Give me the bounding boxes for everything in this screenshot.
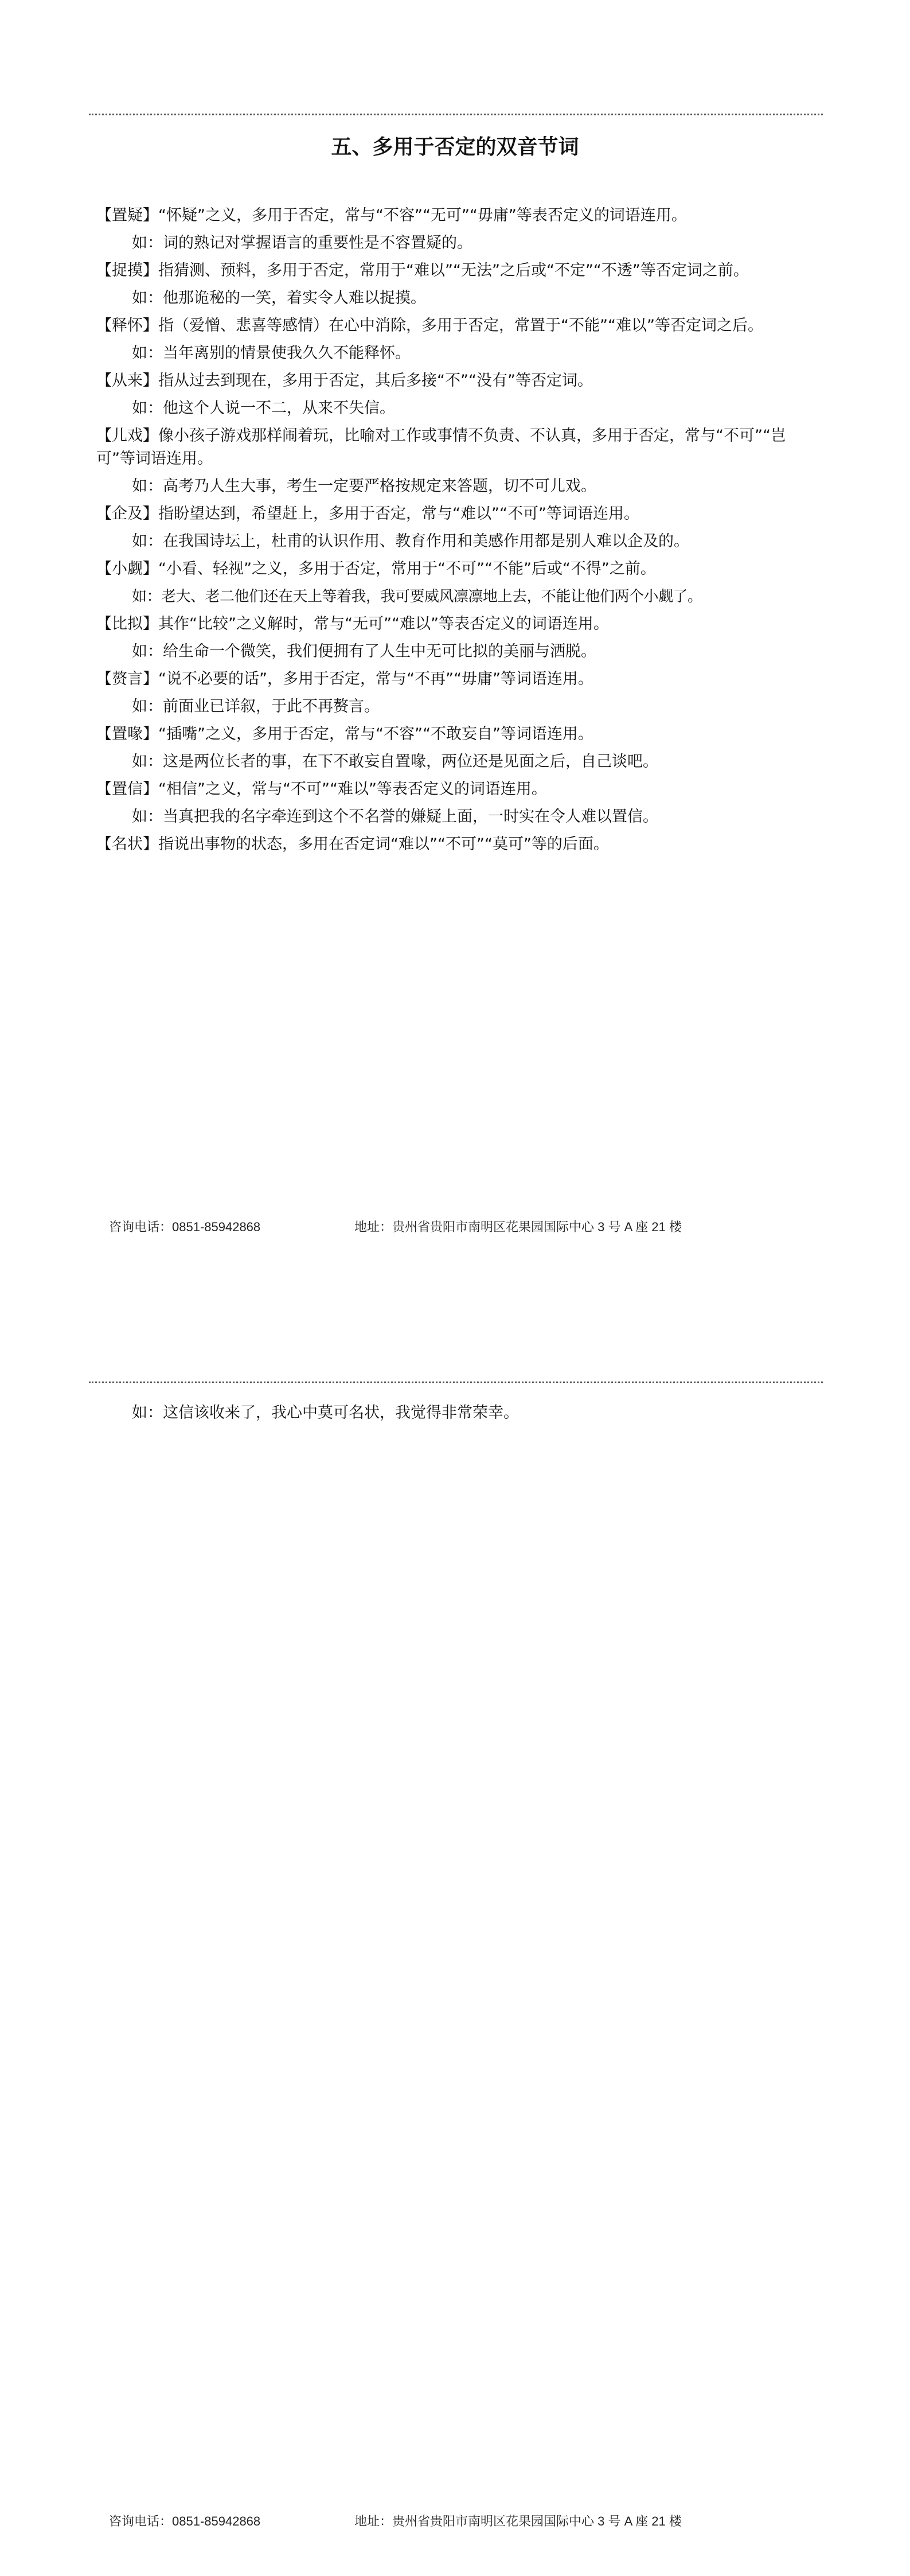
entry-def-text: “相信”之义，常与“不可”“难以”等表否定义的词语连用。 — [158, 780, 547, 798]
entry-zhuomo — [96, 259, 823, 309]
entry-zhuiyan — [96, 668, 823, 717]
entry-definition — [96, 503, 823, 526]
entry-example: 如：前面业已详叙，于此不再赘言。 — [132, 698, 380, 715]
entry-def-text: “小看、轻视”之义，多用于否定，常用于“不可”“不能”后或“不得”之前。 — [158, 560, 656, 578]
entry-mingzhuang — [96, 833, 823, 856]
entry-def-text: “说不必要的话”，多用于否定，常与“不再”“毋庸”等词语连用。 — [158, 670, 593, 688]
entry-definition — [96, 314, 823, 337]
entry-list — [96, 199, 823, 856]
entry-def-text: “插嘴”之义，多用于否定，常与“不容”“不敢妄自”等词语连用。 — [158, 725, 593, 743]
entry-term: 【小觑】 — [96, 560, 158, 578]
entry-example: 如：在我国诗坛上，杜甫的认识作用、教育作用和美感作用都是别人难以企及的。 — [132, 532, 689, 550]
page2-example: 如：这信该收来了，我心中莫可名状，我觉得非常荣幸。 — [132, 1404, 519, 1422]
entry-bini — [96, 613, 823, 662]
footer-address: 地址：贵州省贵阳市南明区花果园国际中心 3 号 A 座 21 楼 — [354, 2514, 682, 2528]
section-title: 五、多用于否定的双音节词 — [331, 135, 579, 159]
entry-term: 【捉摸】 — [96, 262, 158, 279]
entry-qiji — [96, 503, 823, 552]
entry-shihuai — [96, 314, 823, 364]
entry-def-text: 指盼望达到，希望赶上，多用于否定，常与“难以”“不可”等词语连用。 — [158, 505, 639, 523]
entry-def-text: 指（爱憎、悲喜等感情）在心中消除，多用于否定，常置于“不能”“难以”等否定词之后。 — [158, 317, 763, 334]
entry-term: 【从来】 — [96, 372, 158, 390]
entry-erxi — [96, 425, 823, 497]
entry-definition — [96, 833, 823, 856]
entry-example: 如：当真把我的名字牵连到这个不名誉的嫌疑上面，一时实在令人难以置信。 — [132, 808, 658, 826]
entry-zhixin — [96, 778, 823, 827]
entry-example: 如：他这个人说一不二，从来不失信。 — [132, 399, 395, 417]
entry-definition — [96, 668, 823, 691]
entry-example: 如：当年离别的情景使我久久不能释怀。 — [132, 344, 411, 362]
entry-example: 如：他那诡秘的一笑，着实令人难以捉摸。 — [132, 289, 426, 307]
entry-def-text: 指猜测、预料，多用于否定，常用于“难以”“无法”之后或“不定”“不透”等否定词之前。 — [158, 262, 749, 279]
entry-definition — [96, 204, 823, 227]
entry-definition — [96, 425, 823, 470]
entry-term: 【名状】 — [96, 835, 158, 853]
entry-term: 【赘言】 — [96, 670, 158, 688]
entry-example: 如：这是两位长者的事，在下不敢妄自置喙，两位还是见面之后，自己谈吧。 — [132, 753, 658, 771]
entry-def-text: 指说出事物的状态，多用在否定词“难以”“不可”“莫可”等的后面。 — [158, 835, 609, 853]
footer-address: 地址：贵州省贵阳市南明区花果园国际中心 3 号 A 座 21 楼 — [354, 1220, 682, 1234]
entry-term: 【置信】 — [96, 780, 158, 798]
entry-term: 【儿戏】 — [96, 427, 158, 445]
entry-example: 如：高考乃人生大事，考生一定要严格按规定来答题，切不可儿戏。 — [132, 477, 596, 495]
entry-zhihui — [96, 723, 823, 772]
entry-term: 【置喙】 — [96, 725, 158, 743]
entry-term: 【释怀】 — [96, 317, 158, 334]
entry-definition — [96, 259, 823, 282]
footer-phone: 咨询电话：0851-85942868 — [109, 1220, 261, 1234]
footer-phone: 咨询电话：0851-85942868 — [109, 2514, 261, 2528]
entry-conglai — [96, 369, 823, 419]
entry-definition — [96, 723, 823, 746]
entry-term: 【置疑】 — [96, 207, 158, 224]
entry-xiaoqu — [96, 558, 823, 607]
page2-top-dotted-rule — [89, 1382, 823, 1383]
entry-definition — [96, 369, 823, 392]
entry-term: 【企及】 — [96, 505, 158, 523]
entry-example: 如：给生命一个微笑，我们便拥有了人生中无可比拟的美丽与洒脱。 — [132, 643, 596, 660]
entry-example: 如：老大、老二他们还在天上等着我，我可要威风凛凛地上去，不能让他们两个小觑了。 — [132, 588, 702, 605]
entry-definition — [96, 778, 823, 801]
entry-def-text: 其作“比较”之义解时，常与“无可”“难以”等表否定义的词语连用。 — [158, 615, 609, 633]
entry-definition — [96, 613, 823, 636]
entry-zhiyi — [96, 204, 823, 254]
entry-example: 如：词的熟记对掌握语言的重要性是不容置疑的。 — [132, 234, 472, 252]
entry-def-text: 像小孩子游戏那样闹着玩，比喻对工作或事情不负责、不认真，多用于否定，常与“不可”“岂可”等词语连用。 — [96, 427, 786, 468]
entry-def-text: “怀疑”之义，多用于否定，常与“不容”“无可”“毋庸”等表否定义的词语连用。 — [158, 207, 687, 224]
top-dotted-rule — [89, 114, 823, 115]
entry-definition — [96, 558, 823, 581]
entry-term: 【比拟】 — [96, 615, 158, 633]
entry-def-text: 指从过去到现在，多用于否定，其后多接“不”“没有”等否定词。 — [158, 372, 593, 390]
